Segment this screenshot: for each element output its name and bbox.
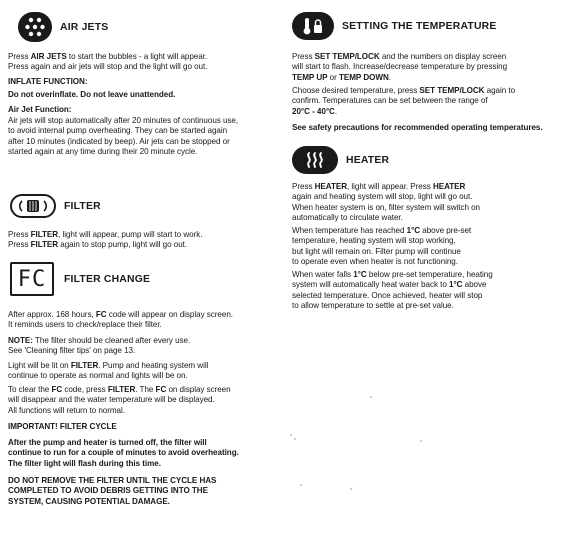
- scan-artifact: [294, 438, 296, 440]
- air-jet-function-line-2: to avoid internal pump overheating. They can be started again: [8, 126, 228, 136]
- heater-line-1: Press HEATER, light will appear. Press HEATER: [292, 182, 466, 191]
- filter-change-note: [8, 336, 190, 357]
- fc-clear-line-1: To clear the FC code, press FILTER. The FC on display screen: [8, 385, 231, 394]
- inflate-heading: INFLATE FUNCTION:: [8, 77, 88, 86]
- filter-warning: [8, 476, 216, 507]
- heater-reached: [292, 226, 471, 268]
- air-jet-function-line-3: after 10 minutes (indicated by beep). Air jets can be stopped or: [8, 136, 230, 146]
- temp-confirm-line-3: 20°C - 40°C.: [292, 106, 338, 116]
- fc-light-line-1: Light will be lit on FILTER. Pump and heating system will: [8, 361, 209, 370]
- air-jets-title: AIR JETS: [60, 21, 109, 33]
- filter-cycle-text: [8, 438, 239, 469]
- fc-note-line-2: See 'Cleaning filter tips' on page 13.: [8, 346, 136, 356]
- air-jets-header: [18, 12, 108, 42]
- scan-artifact: [350, 488, 352, 490]
- fc-clear-line-3: All functions will return to normal.: [8, 405, 125, 415]
- temperature-body: [292, 52, 507, 83]
- heater-line-4: automatically to circulate water.: [292, 213, 403, 223]
- temp-confirm-line-1: Choose desired temperature, press SET TEMP/LOCK again to: [292, 86, 516, 95]
- scan-artifact: [300, 484, 302, 486]
- heater-falls-line-1: When water falls 1°C below pre-set temperature, heating: [292, 270, 493, 279]
- heater-reached-line-3: but light will remain on. Filter pump will continue: [292, 246, 461, 256]
- heater-falls-line-2: system will automatically heat water back to 1°C above: [292, 280, 487, 290]
- thermometer-lock-icon: [292, 12, 334, 40]
- heater-reached-line-4: to operate even when heater is not functioning.: [292, 257, 458, 267]
- filter-body: [8, 230, 202, 251]
- warning-line-3: SYSTEM, CAUSING POTENTIAL DAMAGE.: [8, 496, 170, 506]
- temperature-title: SETTING THE TEMPERATURE: [342, 20, 497, 32]
- temp-confirm-line-2: confirm. Temperatures can be set between the range of: [292, 96, 488, 106]
- heater-falls-line-3: selected temperature. Once achieved, heater will stop: [292, 290, 483, 300]
- heater-reached-line-2: temperature, heating system will stop working,: [292, 236, 456, 246]
- fc-display-icon: FC: [10, 262, 54, 296]
- filter-cartridge-icon: [10, 194, 56, 218]
- filter-change-header: [10, 262, 150, 296]
- heater-line-3: When heater system is on, filter system will switch on: [292, 202, 481, 212]
- filter-change-light: [8, 361, 208, 382]
- inflate-text: Do not overinflate. Do not leave unattended.: [8, 90, 176, 99]
- scan-artifact: [370, 396, 372, 398]
- filter-change-intro: [8, 310, 233, 331]
- filter-line-1: Press FILTER, light will appear, pump will start to work.: [8, 230, 203, 239]
- heater-header: [292, 146, 389, 174]
- air-jets-line-2: Press again and air jets will stop and the light will go out.: [8, 62, 208, 72]
- fc-clear-line-2: will disappear and the water temperature will be displayed.: [8, 395, 215, 405]
- warning-line-1: DO NOT REMOVE THE FILTER UNTIL THE CYCLE HAS: [8, 476, 217, 485]
- filter-header: [10, 194, 101, 218]
- filter-change-clear: [8, 385, 231, 416]
- temp-line-3: TEMP UP or TEMP DOWN.: [292, 72, 391, 82]
- filter-change-title: FILTER CHANGE: [64, 273, 151, 285]
- temperature-confirm: [292, 86, 515, 117]
- heater-body: [292, 182, 480, 224]
- air-jets-body: [8, 52, 207, 73]
- air-jet-function-line-1: Air jets will stop automatically after 20 minutes of continuous use,: [8, 116, 239, 125]
- safety-note: See safety precautions for recommended operating temperatures.: [292, 123, 543, 132]
- temperature-header: [292, 12, 497, 40]
- heater-title: HEATER: [346, 154, 390, 166]
- warning-line-2: COMPLETED TO AVOID DEBRIS GETTING INTO THE: [8, 486, 208, 496]
- fc-line-2: It reminds users to check/replace their filter.: [8, 320, 162, 330]
- air-jets-line-1: Press AIR JETS to start the bubbles - a light will appear.: [8, 52, 208, 61]
- cycle-line-1: After the pump and heater is turned off, the filter will: [8, 438, 207, 447]
- scan-artifact: [420, 440, 422, 442]
- filter-title: FILTER: [64, 200, 101, 212]
- cycle-line-2: continue to run for a couple of minutes to avoid overheating.: [8, 448, 239, 458]
- fc-light-line-2: continue to operate as normal and lights will be on.: [8, 371, 188, 381]
- air-jet-function-text: [8, 116, 238, 158]
- fc-line-1: After approx. 168 hours, FC code will appear on display screen.: [8, 310, 233, 319]
- temp-line-2: will start to flash. Increase/decrease temperature by pressing: [292, 62, 508, 72]
- scan-artifact: [290, 434, 292, 436]
- heater-falls-line-4: to allow temperature to settle at pre-set value.: [292, 301, 454, 311]
- fc-note-line-1: NOTE: The filter should be cleaned after every use.: [8, 336, 191, 345]
- heater-reached-line-1: When temperature has reached 1°C above pre-set: [292, 226, 472, 235]
- air-jet-function-line-4: started again at any time during their 20 minute cycle.: [8, 147, 198, 157]
- heater-line-2: again and heating system will stop, light will go out.: [292, 192, 473, 202]
- important-heading: IMPORTANT! FILTER CYCLE: [8, 422, 117, 431]
- filter-line-2: Press FILTER again to stop pump, light will go out.: [8, 240, 188, 250]
- heat-waves-icon: [292, 146, 338, 174]
- bubbles-icon: [18, 12, 52, 42]
- heater-falls: [292, 270, 493, 312]
- temp-line-1: Press SET TEMP/LOCK and the numbers on display screen: [292, 52, 507, 61]
- cycle-line-3: The filter light will flash during this time.: [8, 458, 161, 468]
- air-jet-function-heading: Air Jet Function:: [8, 105, 72, 114]
